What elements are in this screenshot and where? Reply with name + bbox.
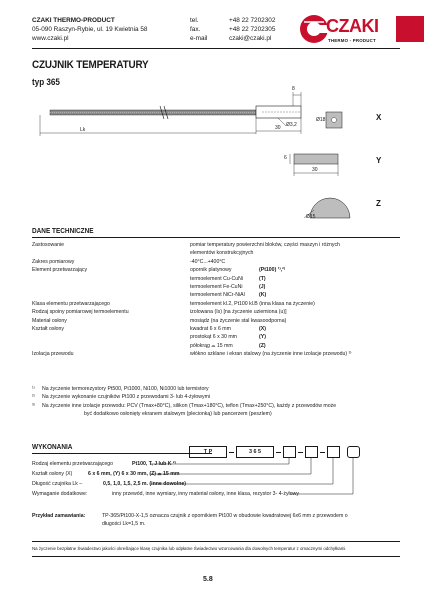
tech-row-value: izolowana (Is) [na życzenie uziemiona (u)] [190,309,287,316]
dim-z-15: Ø15 [306,214,316,220]
page-title: CZUJNIK TEMPERATURY [32,59,149,71]
tech-row-value: mosiądz (na życzenie stal kwasoodporna) [190,317,287,324]
order-row-label: Kształt osłony (X) [32,471,73,477]
order-dash-3 [298,452,303,453]
dim-8: 8 [292,86,295,92]
variant-y-label: Y [376,156,382,165]
example-label: Przykład zamawiania: [32,513,86,519]
company-name: CZAKI THERMO-PRODUCT [32,17,115,24]
order-row-value: 6 x 6 mm, (Y) 6 x 30 mm, (Z) ⌓ 15 mm [88,471,180,477]
tech-row-value: elementów konstrukcyjnych [190,250,254,257]
drawing-x [30,86,360,146]
tech-row-code: (Z) [259,342,266,349]
footer-divider [32,541,400,542]
tel-number: +48 22 7202302 [229,17,276,24]
order-heading: WYKONANIA [32,444,73,451]
tech-row-value: prostokąt 6 x 30 mm [190,334,237,341]
order-row-value: inny przewód, inne wymiary, inny materiał osłony, inne klasa, rezystor 3- 4-żyłowy [112,491,299,497]
example-text-line-1: TP-365/Pt100-X-1,5 oznacza czujnik z opornikiem Pt100 w obudowie kwadratowej 6x6 mm z przewodem o [102,513,348,519]
tech-row-label: Rodzaj spoiny pomiarowej termoelementu [32,309,129,316]
tech-row-value: kwadrat 6 x 6 mm [190,326,231,332]
dim-lk: Lk [80,127,86,133]
tech-row-label: Element przetwarzający [32,267,88,274]
order-box-tp: T P [189,446,227,458]
tech-row-label: Zastosowanie [32,242,65,248]
footnote-mark: ¹⁾ [32,386,36,392]
order-heading-underline [32,453,212,454]
tech-row-label: Zakres pomiarowy [32,258,75,265]
order-box-shape[interactable] [305,446,318,458]
order-dash-2 [276,452,281,453]
order-dash-1 [229,452,234,453]
company-address: 05-090 Raszyn-Rybie, ul. 19 Kwietnia 58 [32,26,148,33]
drawing-z [290,190,360,224]
example-text-line-2: długości Lk=1,5 m. [102,521,146,527]
footnote-text: Na życzenie termorezystory Pt500, Pt1000, Ni100, Ni1000 lub termistory [42,386,209,392]
tech-row-value: termoelement kl.2, Pt100 kl.B (inna klasa na życzenie) [190,300,315,307]
dim-diameter-18: Ø18 [316,117,326,123]
tech-row-code: (T) [259,275,266,282]
order-row-label: Długość czujnika Lk – [32,481,83,487]
dim-y-6: 6 [284,155,287,161]
variant-x-label: X [376,113,382,122]
dim-diameter-3-2: Ø3,2 [286,122,297,128]
variant-z-label: Z [376,199,381,208]
email-address[interactable]: czaki@czaki.pl [229,35,272,42]
tech-row-code: (Pt100) ¹⁾,²⁾ [259,267,286,274]
footer-note: Na życzenie bezpłatne Świadectwo jakości określające klasę czujnika lub odpłatne Świadectwo wzorcowania dla dowolnych temperatur z omacznymi odchyłkami [32,546,346,551]
company-website[interactable]: www.czaki.pl [32,35,69,42]
logo-wordmark: CZAKI [326,16,379,36]
tech-row-label: Klasa elementu przetwarzającego [32,300,110,307]
order-row-label: Rodzaj elementu przetwarzającego [32,461,114,467]
order-row-value: 0,5, 1,0, 1,5, 2,5 m. (inne dowolne) [103,481,187,487]
footnote-text: być dodatkowo osłonięty ekranem stalowym (plecionką) lub pancerzem (peszlem) [84,411,272,418]
fax-number: +48 22 7202305 [229,26,276,33]
footnote-mark: ²⁾ [32,394,36,401]
dim-y-30: 30 [312,167,318,173]
tech-row-label: Izolacja przewodu [32,351,74,358]
tech-row-value: półokrąg ⌓ 15 mm [190,342,233,349]
footnote-text: Na życzenie wykonanie czujników Pt100 z przewodami 3- lub 4-żyłowymi [42,394,211,401]
order-row-value: Pt100, T, J lub K ²⁾ [132,461,176,467]
tech-row-value: włókno szklane i ekran stalowy (na życzenie inne izolacje przewodu) ³⁾ [190,351,352,358]
tech-row-value: pomiar temperatury powierzchni bloków, części maszyn i różnych [190,242,340,248]
tel-label: tel. [190,17,199,24]
tech-row-value: opornik platynowy [190,267,232,274]
company-logo [300,12,424,48]
tech-row-value: termoelement Fe-CuNi [190,284,243,290]
dim-30: 30 [275,125,281,131]
order-dash-4 [320,452,325,453]
tech-row-code: (X) [259,326,266,332]
tech-row-value: -40°C...+400°C [190,258,226,265]
tech-row-code: (K) [259,292,267,299]
order-row-label: Wymaganie dodatkowe: [32,491,88,497]
tech-row-code: (Y) [259,334,266,341]
tech-row-value: termoelement NiCr-NiAl [190,292,245,299]
page-subtitle: typ 365 [32,77,60,87]
order-box-length[interactable] [327,446,340,458]
page-number: 5.8 [203,576,213,583]
footnote-text: Na życzenie inne izolacje przewodu: PCV (Tmax+80°C), silikon (Tmax+180°C), teflon (Tmax+250°C), każdy z przewodów może [42,402,337,409]
order-box-365: 3 6 5 [236,446,274,458]
tech-row-label: Kształt osłony [32,326,65,332]
header-divider [32,48,400,49]
tech-data-divider [32,237,400,238]
order-box-element[interactable] [283,446,296,458]
tech-row-value: termoelement Cu-CuNi [190,275,244,282]
tech-data-heading: DANE TECHNICZNE [32,228,94,235]
order-box-extra[interactable] [347,446,360,458]
tech-row-label: Materiał osłony [32,317,67,324]
drawing-y [260,146,340,186]
logo-tagline: THERMO - PRODUCT [328,38,376,43]
tech-row-code: (J) [259,284,266,290]
email-label: e-mail [190,35,208,42]
footer-divider-2 [32,556,400,557]
footnote-mark: ³⁾ [32,402,36,409]
fax-label: fax. [190,26,201,33]
